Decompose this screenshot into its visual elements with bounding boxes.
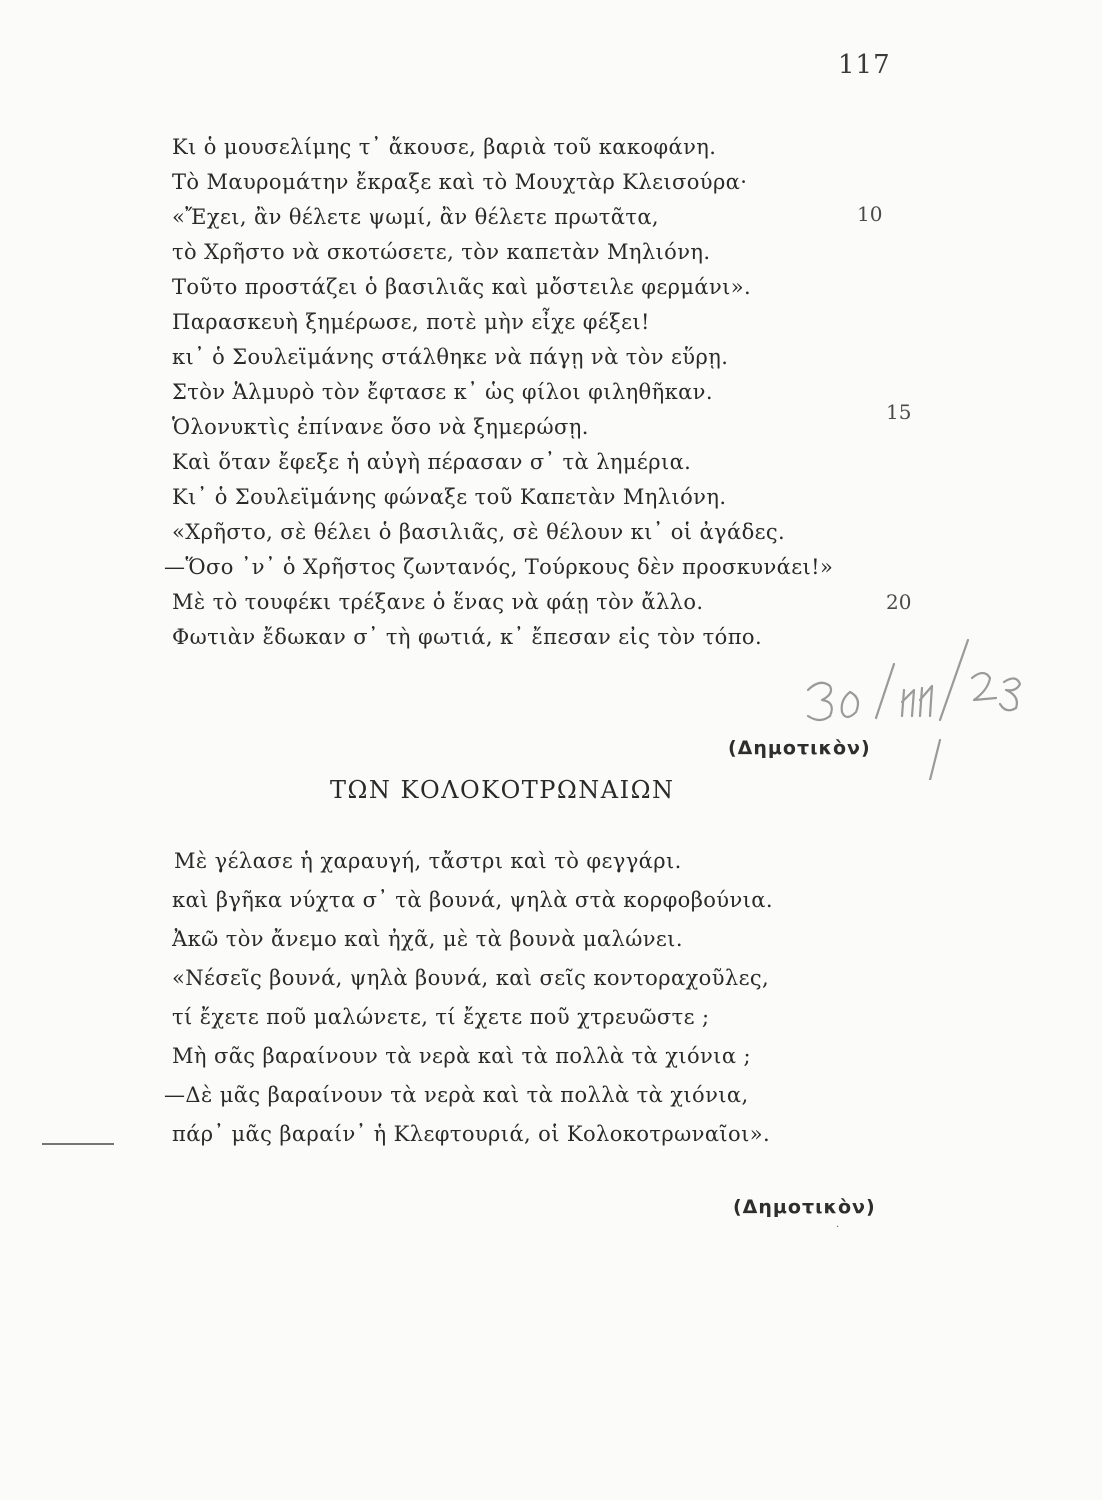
verse-line: τὸ Χρῆστο νὰ σκοτώσετε, τὸν καπετὰν Μηλιόνη. [172,240,711,264]
verse-line: Παρασκευὴ ξημέρωσε, ποτὲ μὴν εἶχε φέξει! [172,310,650,334]
verse-line: πάρ᾿ μᾶς βαραίν᾿ ἡ Κλεφτουριά, οἱ Κολοκοτρωναῖοι». [172,1122,771,1146]
line-number-20: 20 [886,590,912,614]
poem-2 [164,842,773,1154]
verse-line: «Νέσεῖς βουνά, ψηλὰ βουνά, καὶ σεῖς κοντοραχοῦλες, [172,966,770,990]
verse-line: τί ἔχετε ποῦ μαλώνετε, τί ἔχετε ποῦ χτρευῶστε ; [172,1005,710,1029]
handwritten-date-annotation [790,620,1050,784]
line-number-15: 15 [886,400,912,424]
attribution: (Δημοτικὸν) [728,737,871,759]
verse-line: καὶ βγῆκα νύχτα σ᾿ τὰ βουνά, ψηλὰ στὰ κορφοβούνια. [172,888,773,912]
margin-mark [42,1143,114,1145]
verse-line: κι᾿ ὁ Σουλεϊμάνης στάλθηκε νὰ πάγῃ νὰ τὸν εὕρῃ. [172,345,729,369]
verse-line: Τὸ Μαυρομάτην ἔκραξε καὶ τὸ Μουχτὰρ Κλεισούρα· [172,170,748,194]
verse-line: Κι ὁ μουσελίμης τ᾿ ἄκουσε, βαριὰ τοῦ κακοφάνη. [172,135,717,159]
verse-line: «Χρῆστο, σὲ θέλει ὁ βασιλιᾶς, σὲ θέλουν κι᾿ οἱ ἀγάδες. [172,520,786,544]
verse-line: Κι᾿ ὁ Σουλεϊμάνης φώναξε τοῦ Καπετὰν Μηλιόνη. [172,485,727,509]
verse-line: Ὁλονυκτὶς ἐπίνανε ὅσο νὰ ξημερώσῃ. [172,415,589,439]
verse-line: —Δὲ μᾶς βαραίνουν τὰ νερὰ καὶ τὰ πολλὰ τὰ χιόνια, [164,1083,749,1107]
verse-line: —Ὅσο ᾿ν᾿ ὁ Χρῆστος ζωντανός, Τούρκους δὲν προσκυνάει!» [164,555,834,579]
verse-line: Φωτιὰν ἔδωκαν σ᾿ τὴ φωτιά, κ᾿ ἔπεσαν εἰς τὸν τόπο. [172,625,763,649]
verse-line: Ἀκῶ τὸν ἄνεμο καὶ ἠχᾶ, μὲ τὰ βουνὰ μαλώνει. [172,927,683,951]
verse-line: Στὸν Ἁλμυρὸ τὸν ἔφτασε κ᾿ ὡς φίλοι φιληθῆκαν. [172,380,713,404]
attribution: (Δημοτικὸν) [733,1196,876,1218]
poem-1 [164,130,834,655]
verse-line: Μὲ τὸ τουφέκι τρέξανε ὁ ἕνας νὰ φάῃ τὸν ἄλλο. [172,590,704,614]
verse-line: «Ἔχει, ἂν θέλετε ψωμί, ἂν θέλετε πρωτᾶτα, [172,205,659,229]
ink-speck: · [836,1222,840,1233]
verse-line: Καὶ ὅταν ἔφεξε ἡ αὐγὴ πέρασαν σ᾿ τὰ λημέρια. [172,450,692,474]
verse-line: Μὴ σᾶς βαραίνουν τὰ νερὰ καὶ τὰ πολλὰ τὰ χιόνια ; [172,1044,751,1068]
page-number: 117 [838,50,891,80]
line-number-10: 10 [857,202,883,226]
verse-line: Τοῦτο προστάζει ὁ βασιλιᾶς καὶ μὄστειλε φερμάνι». [172,275,752,299]
verse-line: Μὲ γέλασε ἡ χαραυγή, τἄστρι καὶ τὸ φεγγάρι. [174,849,682,873]
section-title: ΤΩΝ ΚΟΛΟΚΟΤΡΩΝΑΙΩΝ [330,776,675,804]
